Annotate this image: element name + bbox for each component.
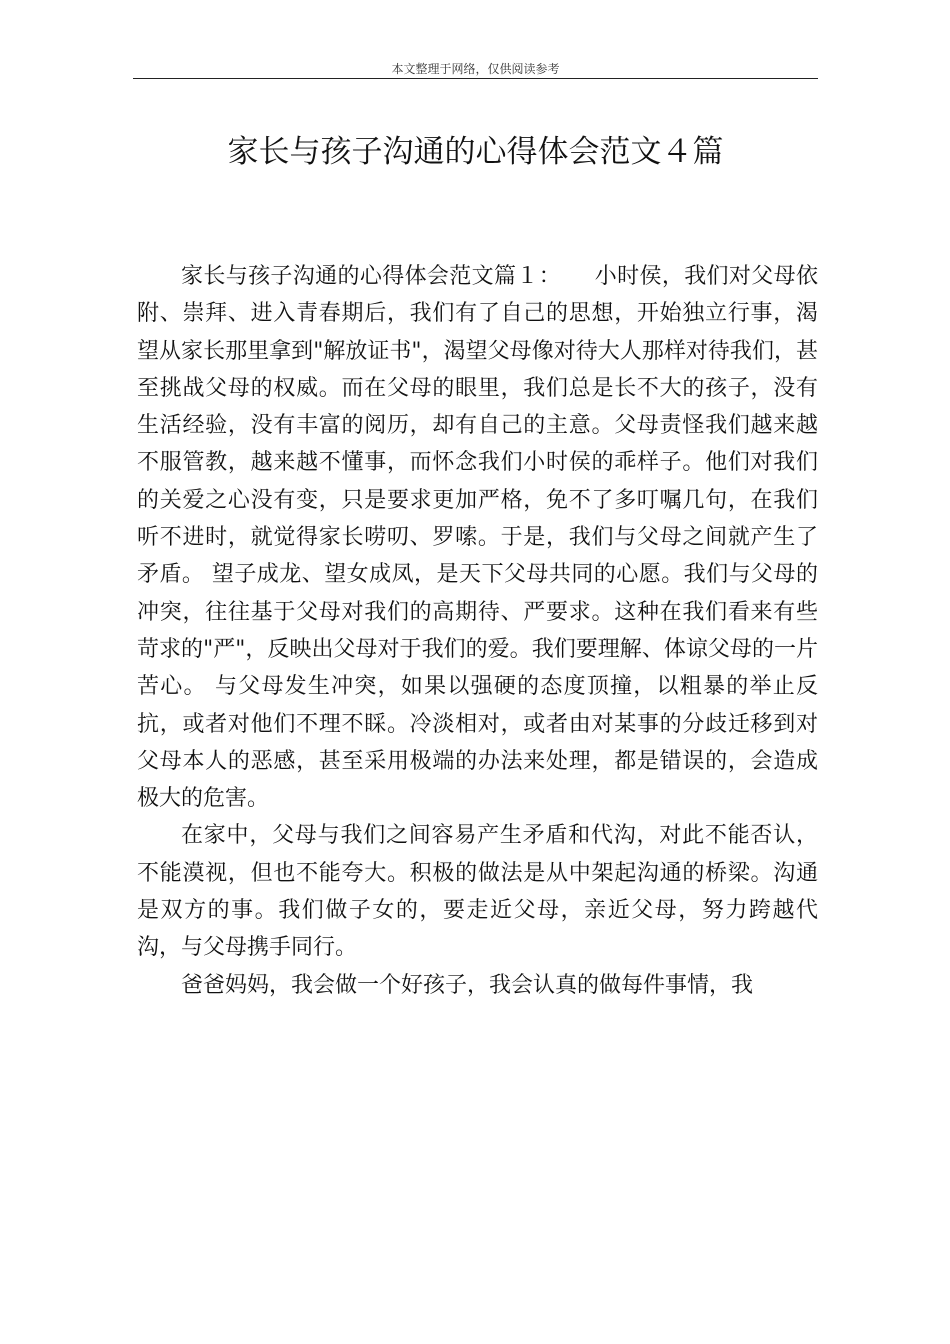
body-paragraph-3: 爸爸妈妈，我会做一个好孩子，我会认真的做每件事情，我 bbox=[181, 972, 754, 998]
header-note: 本文整理于网络，仅供阅读参考 bbox=[391, 62, 560, 76]
body-paragraph-2: 在家中，父母与我们之间容易产生矛盾和代沟，对此不能否认，不能漠视，但也不能夸大。积极的做法是从中架起沟通的桥梁。沟通是双方的事。我们做子女的，要走近父母，亲近父母，努力跨越代沟，与父母携手同行。 bbox=[137, 823, 818, 961]
header-divider bbox=[133, 78, 818, 79]
document-body bbox=[137, 258, 818, 1004]
body-paragraph-1: 家长与孩子沟通的心得体会范文篇１： 小时侯，我们对父母依附、崇拜、进入青春期后，我们有了自己的思想，开始独立行事，渴望从家长那里拿到"解放证书"，渴望父母像对待大人那样对待我们，甚至挑战父母的权威。而在父母的眼里，我们总是长不大的孩子，没有生活经验，没有丰富的阅历，却有自己的主意。父母责怪我们越来越不服管教，越来越不懂事，而怀念我们小时侯的乖样子。他们对我们的关爱之心没有变，只是要求更加严格，免不了多叮嘱几句，在我们听不进时，就觉得家长唠叨、罗嗦。于是，我们与父母之间就产生了矛盾。 望子成龙、望女成凤，是天下父母共同的心愿。我们与父母的冲突，往往基于父母对我们的高期待、严要求。这种在我们看来有些苛求的"严"，反映出父母对于我们的爱。我们要理解、体谅父母的一片苦心。 与父母发生冲突，如果以强硬的态度顶撞，以粗暴的举止反抗，或者对他们不理不睬。冷淡相对，或者由对某事的分歧迁移到对父母本人的恶感，甚至采用极端的办法来处理，都是错误的，会造成极大的危害。 bbox=[137, 264, 818, 812]
document-title: 家长与孩子沟通的心得体会范文４篇 bbox=[227, 134, 724, 170]
